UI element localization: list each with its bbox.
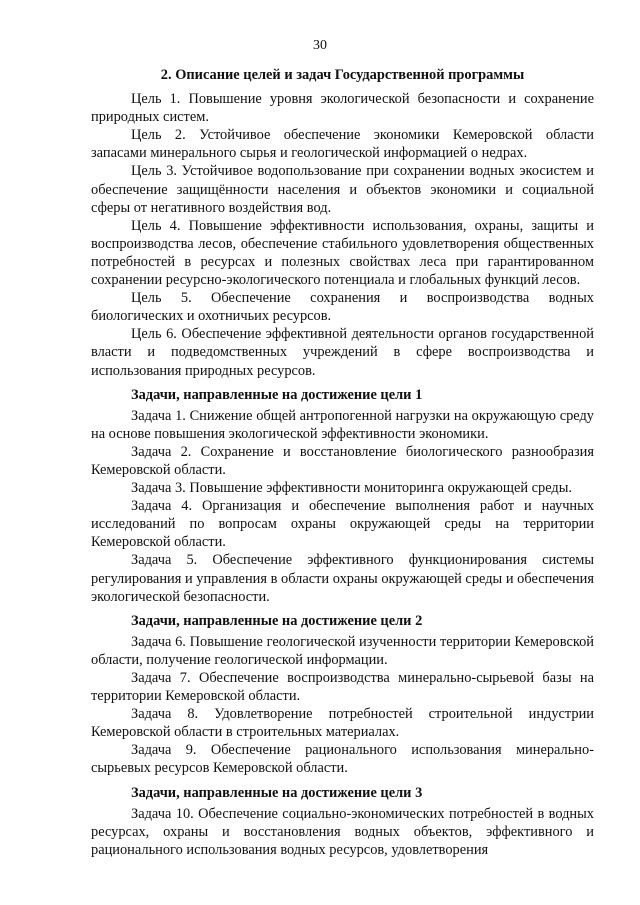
- goal-paragraph: Цель 4. Повышение эффективности использования, охраны, защиты и воспроизводства лесов, обеспечение стабильного удовлетворения общественных потребностей в ресурсах и полезных свойствах леса при гарантированном сохранении ресурсно-экологического потенциала и глобальных функций лесов.: [91, 217, 594, 289]
- task-paragraph: Задача 8. Удовлетворение потребностей строительной индустрии Кемеровской области в строительных материалах.: [91, 706, 594, 741]
- task-paragraph: Задача 3. Повышение эффективности мониторинга окружающей среды.: [131, 480, 573, 497]
- goal-paragraph: Цель 6. Обеспечение эффективной деятельности органов государственной власти и подведомственных учреждений в сфере воспроизводства и использования природных ресурсов.: [91, 326, 594, 379]
- task-group-goal-1: [91, 386, 594, 606]
- goal-paragraph: Цель 2. Устойчивое обеспечение экономики Кемеровской области запасами минерального сырья и геологической информацией о недрах.: [91, 127, 594, 162]
- goal-paragraph: Цель 1. Повышение уровня экологической безопасности и сохранение природных систем.: [91, 91, 594, 126]
- section-title: 2. Описание целей и задач Государственной программы: [160, 67, 525, 83]
- task-group-heading: Задачи, направленные на достижение цели 1: [131, 386, 423, 403]
- document-body: [91, 66, 594, 859]
- task-paragraph: Задача 7. Обеспечение воспроизводства минерально-сырьевой базы на территории Кемеровской области.: [91, 670, 594, 705]
- page-number: 30: [313, 38, 327, 53]
- goals-list: [91, 90, 594, 380]
- task-group-heading: Задачи, направленные на достижение цели 2: [131, 612, 423, 629]
- task-paragraph: Задача 2. Сохранение и восстановление биологического разнообразия Кемеровской области.: [91, 443, 594, 478]
- task-paragraph: Задача 6. Повышение геологической изученности территории Кемеровской области, получение геологической информации.: [91, 633, 594, 668]
- task-group-heading: Задачи, направленные на достижение цели 3: [131, 784, 423, 801]
- goal-paragraph: Цель 5. Обеспечение сохранения и воспроизводства водных биологических и охотничьих ресурсов.: [91, 290, 594, 325]
- task-paragraph: Задача 4. Организация и обеспечение выполнения работ и научных исследований по вопросам охраны окружающей среды на территории Кемеровской области.: [91, 498, 594, 551]
- task-group-goal-2: [91, 612, 594, 778]
- goal-paragraph: Цель 3. Устойчивое водопользование при сохранении водных экосистем и обеспечение защищённости населения и объектов экономики и социальной сферы от негативного воздействия вод.: [91, 163, 594, 216]
- task-paragraph: Задача 9. Обеспечение рационального использования минерально-сырьевых ресурсов Кемеровской области.: [91, 742, 594, 777]
- task-group-goal-3: [91, 784, 594, 859]
- task-paragraph: Задача 1. Снижение общей антропогенной нагрузки на окружающую среду на основе повышения экологической эффективности экономики.: [91, 407, 594, 442]
- task-paragraph: Задача 5. Обеспечение эффективного функционирования системы регулирования и управления в области охраны окружающей среды и обеспечения экологической безопасности.: [91, 552, 594, 605]
- task-paragraph: Задача 10. Обеспечение социально-экономических потребностей в водных ресурсах, охраны и восстановления водных объектов, эффективного и рационального использования водных ресурсов, удовлетворения: [91, 805, 594, 858]
